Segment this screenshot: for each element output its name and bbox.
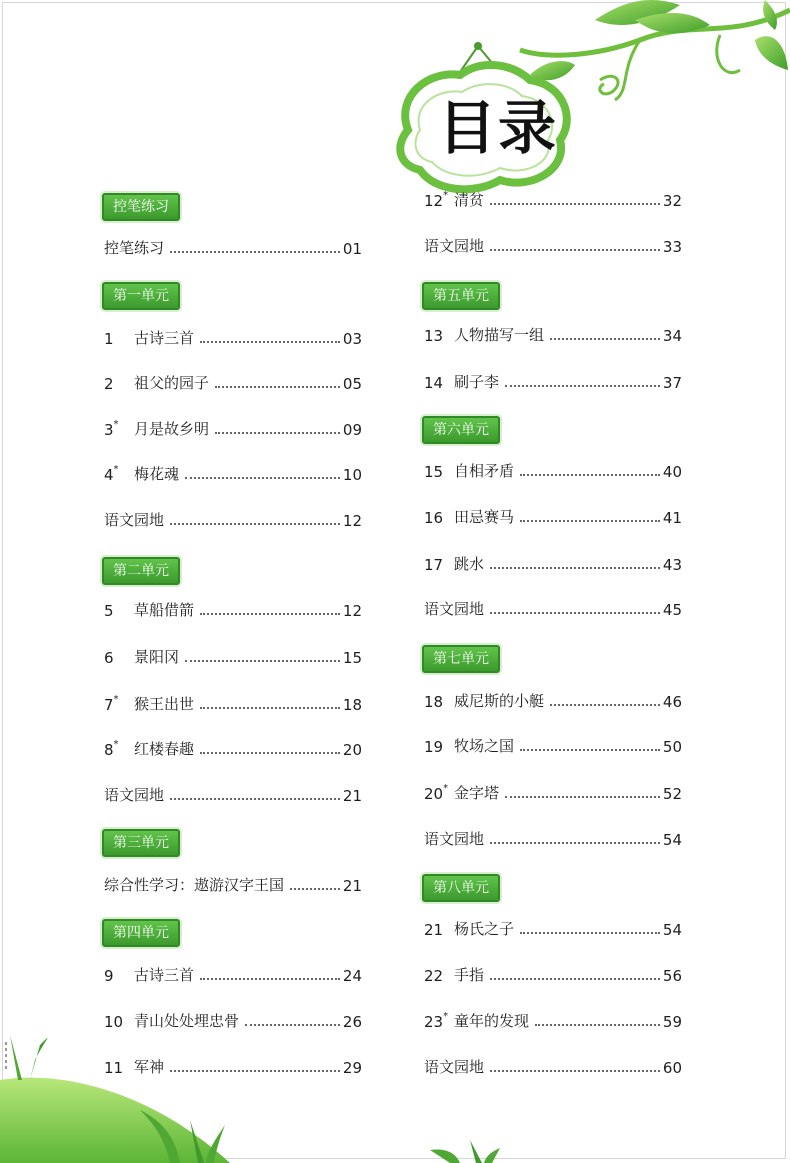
- page-number: 34: [662, 327, 682, 345]
- lesson-number-text: 23: [424, 1013, 444, 1031]
- entry-title: 综合性学习：遨游汉字王国: [104, 876, 285, 894]
- dot-leader: [550, 704, 660, 706]
- lesson-number-text: 17: [424, 556, 444, 574]
- page-number: 29: [342, 1059, 362, 1077]
- lesson-number-text: 5: [104, 602, 114, 620]
- page-number: 59: [662, 1013, 682, 1031]
- dot-leader: [535, 1024, 660, 1026]
- page-number: 18: [342, 696, 362, 714]
- toc-entry[interactable]: [424, 234, 682, 256]
- dot-leader: [170, 523, 340, 525]
- lesson-number: [104, 375, 134, 393]
- dot-leader: [200, 341, 340, 343]
- lesson-number: [424, 921, 454, 939]
- lesson-number-text: 12: [424, 192, 444, 210]
- lesson-number: [104, 466, 134, 484]
- entry-title: 猴王出世: [134, 695, 195, 713]
- entry-title: 红楼春趣: [134, 740, 195, 758]
- entry-title: 语文园地: [424, 600, 485, 618]
- dot-leader: [490, 978, 660, 980]
- page-number: 40: [662, 463, 682, 481]
- entry-title: 自相矛盾: [454, 462, 515, 480]
- page-number: 24: [342, 967, 362, 985]
- toc-entry[interactable]: [104, 1009, 362, 1031]
- optional-lesson-star: *: [443, 783, 449, 794]
- dot-leader: [520, 520, 660, 522]
- toc-entry[interactable]: [104, 783, 362, 805]
- dot-leader: [185, 660, 340, 662]
- entry-title: 田忌赛马: [454, 508, 515, 526]
- entry-title: 语文园地: [424, 830, 485, 848]
- unit-badge: 第二单元: [102, 557, 180, 585]
- dot-leader: [215, 432, 340, 434]
- lesson-number: [104, 1059, 134, 1077]
- toc-entry[interactable]: [424, 1009, 682, 1031]
- lesson-number-text: 13: [424, 327, 444, 345]
- lesson-number: [424, 785, 454, 803]
- toc-entry[interactable]: [424, 827, 682, 849]
- entry-title: 青山处处埋忠骨: [134, 1012, 240, 1030]
- toc-entry[interactable]: [424, 323, 682, 345]
- page-number: 32: [662, 192, 682, 210]
- toc-entry[interactable]: [424, 552, 682, 574]
- toc-entry[interactable]: [424, 505, 682, 527]
- lesson-number-text: 19: [424, 738, 444, 756]
- dot-leader: [490, 1070, 660, 1072]
- page-title: 目录: [437, 94, 558, 162]
- page-number: 05: [342, 375, 362, 393]
- entry-title: 牧场之国: [454, 737, 515, 755]
- lesson-number: [104, 421, 134, 439]
- dot-leader: [490, 203, 660, 205]
- lesson-number-text: 14: [424, 374, 444, 392]
- toc-entry[interactable]: [104, 326, 362, 348]
- lesson-number: [424, 463, 454, 481]
- unit-badge: 第八单元: [422, 874, 500, 902]
- lesson-number-text: 21: [424, 921, 444, 939]
- lesson-number-text: 9: [104, 967, 114, 985]
- entry-title: 威尼斯的小艇: [454, 692, 545, 710]
- lesson-number: [104, 602, 134, 620]
- page-number: 03: [342, 330, 362, 348]
- entry-title: 手指: [454, 966, 485, 984]
- toc-entry[interactable]: [104, 645, 362, 667]
- unit-badge: 第一单元: [102, 282, 180, 310]
- unit-badge: 第五单元: [422, 282, 500, 310]
- lesson-number: [424, 1013, 454, 1031]
- lesson-number-text: 10: [104, 1013, 124, 1031]
- optional-lesson-star: *: [443, 1011, 449, 1022]
- dot-leader: [170, 251, 340, 253]
- lesson-number: [424, 192, 454, 210]
- lesson-number-text: 15: [424, 463, 444, 481]
- toc-entry[interactable]: [104, 417, 362, 439]
- page-number: 15: [342, 649, 362, 667]
- entry-title: 清贫: [454, 191, 485, 209]
- lesson-number-text: 22: [424, 967, 444, 985]
- page-number: 46: [662, 693, 682, 711]
- lesson-number: [104, 696, 134, 714]
- unit-badge: 第七单元: [422, 645, 500, 673]
- toc-entry[interactable]: [104, 598, 362, 620]
- entry-title: 语文园地: [424, 1058, 485, 1076]
- lesson-number: [424, 693, 454, 711]
- entry-title: 祖父的园子: [134, 374, 210, 392]
- lesson-number-text: 6: [104, 649, 114, 667]
- entry-title: 语文园地: [104, 786, 165, 804]
- dot-leader: [490, 249, 660, 251]
- unit-badge: 第三单元: [102, 829, 180, 857]
- lesson-number-text: 16: [424, 509, 444, 527]
- entry-title: 景阳冈: [134, 648, 180, 666]
- page-number: 54: [662, 921, 682, 939]
- page-number: 10: [342, 466, 362, 484]
- dot-leader: [520, 932, 660, 934]
- toc-entry[interactable]: [104, 873, 362, 895]
- lesson-number: [424, 374, 454, 392]
- entry-title: 军神: [134, 1058, 165, 1076]
- entry-title: 杨氏之子: [454, 920, 515, 938]
- dot-leader: [490, 842, 660, 844]
- dot-leader: [200, 707, 340, 709]
- dot-leader: [200, 752, 340, 754]
- toc-entry[interactable]: [424, 734, 682, 756]
- page-number: 21: [342, 787, 362, 805]
- dot-leader: [290, 888, 340, 890]
- lesson-number: [104, 1013, 134, 1031]
- lesson-number: [104, 741, 134, 759]
- lesson-number: [424, 556, 454, 574]
- page-number: 01: [342, 240, 362, 258]
- dot-leader: [550, 338, 660, 340]
- lesson-number-text: 8: [104, 741, 114, 759]
- lesson-number: [424, 967, 454, 985]
- dot-leader: [200, 613, 340, 615]
- page-number: 33: [662, 238, 682, 256]
- toc-entry[interactable]: [104, 236, 362, 258]
- toc-entry[interactable]: [424, 781, 682, 803]
- lesson-number: [424, 327, 454, 345]
- toc-entry[interactable]: [424, 963, 682, 985]
- dot-leader: [185, 477, 340, 479]
- page-number: 60: [662, 1059, 682, 1077]
- entry-title: 古诗三首: [134, 966, 195, 984]
- toc-entry[interactable]: [424, 917, 682, 939]
- page-number: 56: [662, 967, 682, 985]
- entry-title: 童年的发现: [454, 1012, 530, 1030]
- optional-lesson-star: *: [113, 739, 119, 750]
- dot-leader: [215, 386, 340, 388]
- page-number: 41: [662, 509, 682, 527]
- page-number: 52: [662, 785, 682, 803]
- toc-entry[interactable]: [424, 188, 682, 210]
- lesson-number-text: 4: [104, 466, 114, 484]
- toc-entry[interactable]: [424, 370, 682, 392]
- page-number: 43: [662, 556, 682, 574]
- entry-title: 金字塔: [454, 784, 500, 802]
- dot-leader: [170, 798, 340, 800]
- lesson-number-text: 20: [424, 785, 444, 803]
- toc-entry[interactable]: [424, 689, 682, 711]
- dot-leader: [505, 385, 660, 387]
- dot-leader: [490, 567, 660, 569]
- optional-lesson-star: *: [113, 464, 119, 475]
- page-number: 12: [342, 602, 362, 620]
- toc-entry[interactable]: [424, 459, 682, 481]
- page-number: 21: [342, 877, 362, 895]
- page-number: 26: [342, 1013, 362, 1031]
- page-number: 45: [662, 601, 682, 619]
- entry-title: 控笔练习: [104, 239, 165, 257]
- entry-title: 古诗三首: [134, 329, 195, 347]
- optional-lesson-star: *: [113, 694, 119, 705]
- page-number: 50: [662, 738, 682, 756]
- toc-entry[interactable]: [104, 737, 362, 759]
- lesson-number-text: 7: [104, 696, 114, 714]
- dot-leader: [200, 978, 340, 980]
- optional-lesson-star: *: [443, 190, 449, 201]
- optional-lesson-star: *: [113, 419, 119, 430]
- entry-title: 刷子李: [454, 373, 500, 391]
- lesson-number: [104, 967, 134, 985]
- lesson-number-text: 11: [104, 1059, 124, 1077]
- toc-entry[interactable]: [424, 597, 682, 619]
- toc-entry[interactable]: [104, 1055, 362, 1077]
- toc-entry[interactable]: [104, 462, 362, 484]
- dot-leader: [245, 1024, 340, 1026]
- dot-leader: [490, 612, 660, 614]
- unit-badge: 第四单元: [102, 919, 180, 947]
- lesson-number-text: 18: [424, 693, 444, 711]
- lesson-number: [104, 330, 134, 348]
- entry-title: 月是故乡明: [134, 420, 210, 438]
- unit-badge: 第六单元: [422, 416, 500, 444]
- lesson-number: [424, 509, 454, 527]
- page-number: 37: [662, 374, 682, 392]
- lesson-number-text: 1: [104, 330, 114, 348]
- entry-title: 人物描写一组: [454, 326, 545, 344]
- dot-leader: [170, 1070, 340, 1072]
- dot-leader: [520, 749, 660, 751]
- toc-entry[interactable]: [104, 692, 362, 714]
- entry-title: 梅花魂: [134, 465, 180, 483]
- toc-entry[interactable]: [104, 371, 362, 393]
- page-number: 54: [662, 831, 682, 849]
- page-number: 09: [342, 421, 362, 439]
- toc-entry[interactable]: [424, 1055, 682, 1077]
- lesson-number: [424, 738, 454, 756]
- entry-title: 跳水: [454, 555, 485, 573]
- lesson-number-text: 3: [104, 421, 114, 439]
- entry-title: 语文园地: [104, 511, 165, 529]
- entry-title: 草船借箭: [134, 601, 195, 619]
- dot-leader: [520, 474, 660, 476]
- unit-badge: 控笔练习: [102, 193, 180, 221]
- entry-title: 语文园地: [424, 237, 485, 255]
- page-number: 20: [342, 741, 362, 759]
- page-number: 12: [342, 512, 362, 530]
- dot-leader: [505, 796, 660, 798]
- lesson-number: [104, 649, 134, 667]
- toc-entry[interactable]: [104, 963, 362, 985]
- toc-entry[interactable]: [104, 508, 362, 530]
- lesson-number-text: 2: [104, 375, 114, 393]
